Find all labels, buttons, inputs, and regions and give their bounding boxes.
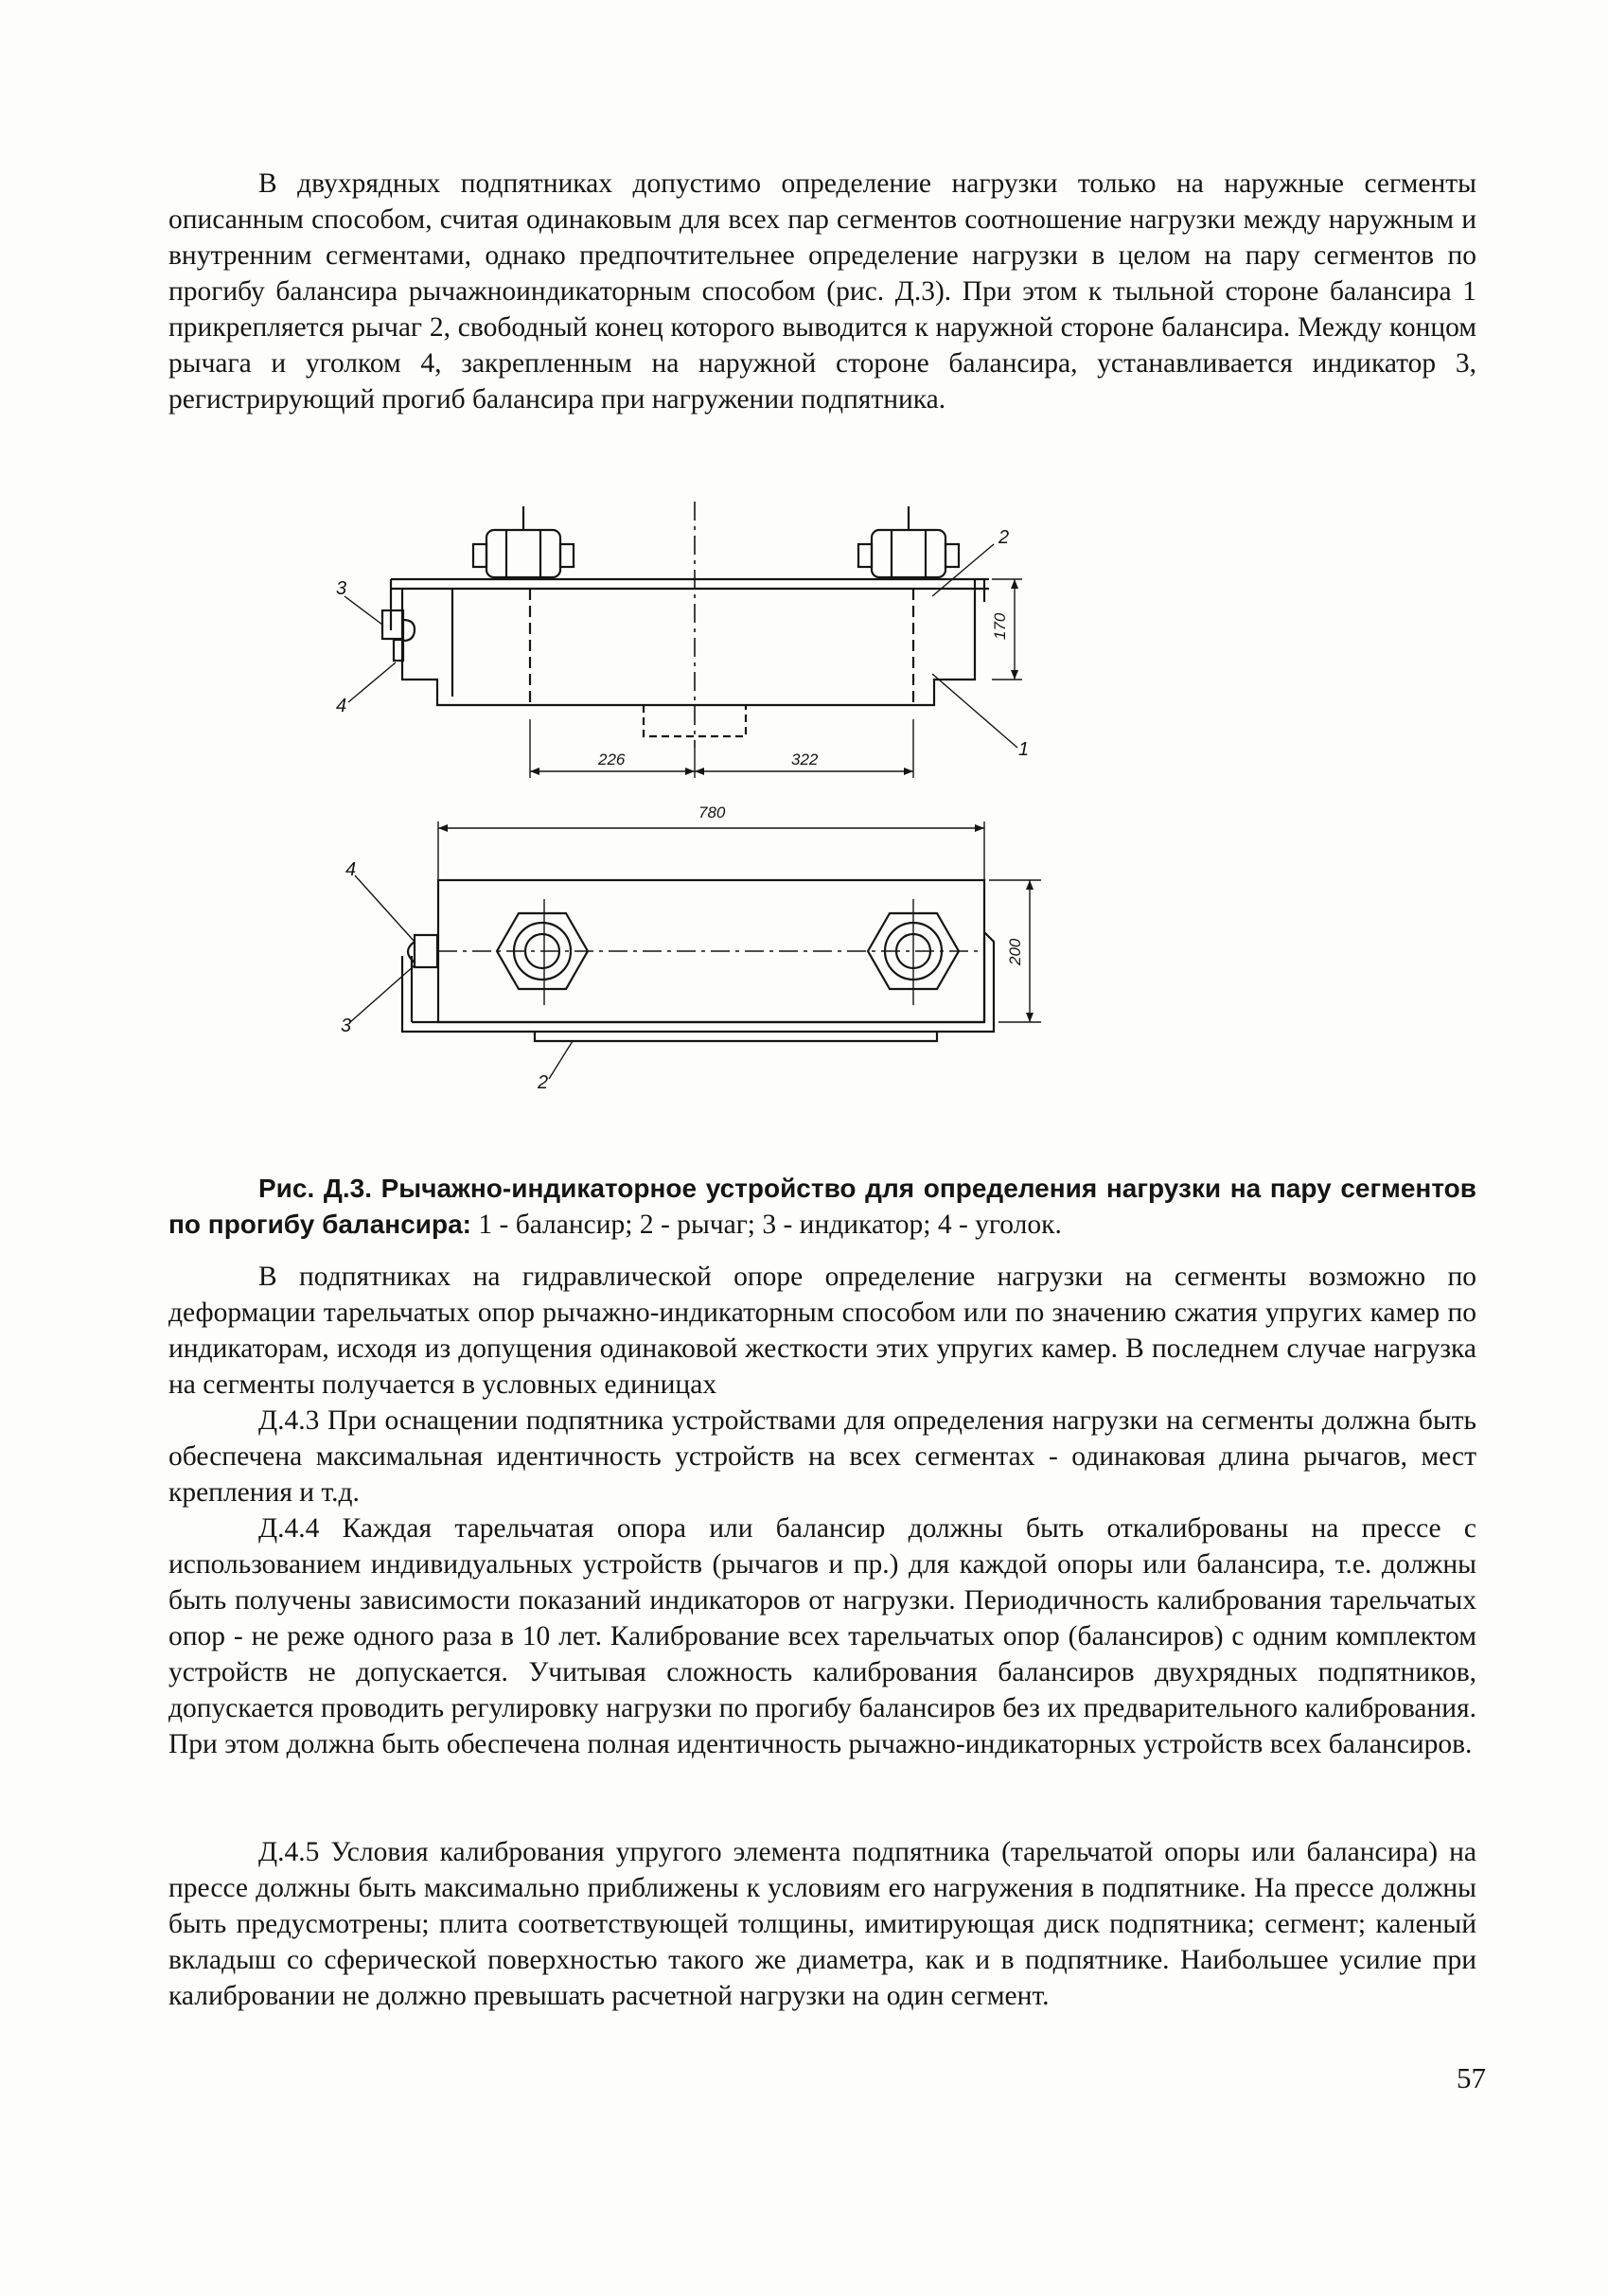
- page-number: 57: [1457, 2061, 1486, 2094]
- bolt-right: [858, 506, 959, 577]
- caption-legend: 1 - балансир; 2 - рычаг; 3 - индикатор; 4 - уголок.: [471, 1210, 1062, 1240]
- caption-title: Рис. Д.3. Рычажно-индикаторное устройство для определения нагрузки на пару сегментов по прогибу балансира:: [168, 1174, 1476, 1239]
- dim-780: 780: [698, 804, 726, 821]
- callout-3-top: 3: [336, 578, 347, 599]
- callout-1-top: 1: [1018, 739, 1030, 760]
- callout-4-top: 4: [336, 696, 347, 716]
- paragraph-d44: Д.4.4 Каждая тарельчатая опора или балансир должны быть откалиброваны на прессе с использованием индивидуальных устройств (рычагов и пр.) для каждой опоры или балансира, т.е. должны быть получены зависимости показаний индикаторов от нагрузки. Периодичность калибрования тарельчатых опор - не реже одного раза в 10 лет. Калибрование всех тарельчатых опор (балансиров) с одним комплектом устройств не допускается. Учитывая сложность калибрования балансиров двухрядных подпятников, допускается проводить регулировку нагрузки по прогибу балансиров без их предварительного калибрования. При этом должна быть обеспечена полная идентичность рычажно-индикаторных устройств всех балансиров.: [168, 1513, 1476, 1759]
- dim-200: 200: [1006, 938, 1024, 965]
- paragraph-d45: Д.4.5 Условия калибрования упругого элемента подпятника (тарельчатой опоры или балансира) на прессе должны быть максимально приближены к условиям его нагружения в подпятнике. На прессе должны быть предусмотрены; плита соответствующей толщины, имитирующая диск подпятника; сегмент; каленый вкладыш со сферической поверхностью такого же диаметра, как и в подпятнике. Наибольшее усилие при калибровании не должно превышать расчетной нагрузки на один сегмент.: [168, 1837, 1476, 2011]
- callout-4-bottom: 4: [345, 859, 357, 880]
- callout-3-bottom: 3: [341, 1016, 352, 1036]
- bolt-left: [473, 506, 574, 577]
- paragraph-d43: Д.4.3 При оснащении подпятника устройствами для определения нагрузки на сегменты должна быть обеспечена максимальная идентичность устройств на всех сегментах - одинаковая длина рычагов, мест крепления и т.д.: [168, 1405, 1476, 1508]
- paragraph-intro: В двухрядных подпятниках допустимо определение нагрузки только на наружные сегменты описанным способом, считая одинаковым для всех пар сегментов соотношение нагрузки между наружным и внутренним сегментами, однако предпочтительнее определение нагрузки в целом на пару сегментов по прогибу балансира рычажноиндикаторным способом (рис. Д.3). При этом к тыльной стороне балансира 1 прикрепляется рычаг 2, свободный конец которого выводится к наружной стороне балансира. Между концом рычага и уголком 4, закрепленным на наружной стороне балансира, устанавливается индикатор 3, регистрирующий прогиб балансира при нагружении подпятника.: [168, 168, 1476, 415]
- dim-322: 322: [791, 751, 819, 768]
- callout-2-top: 2: [998, 527, 1010, 548]
- dim-226: 226: [598, 751, 626, 768]
- figure-caption: [168, 1171, 1476, 1243]
- paragraph-hydraulic: В подпятниках на гидравлической опоре определение нагрузки на сегменты возможно по деформации тарельчатых опор рычажно-индикаторным способом или по значению сжатия упругих камер по индикаторам, исходя из допущения одинаковой жесткости этих упругих камер. В последнем случае нагрузка на сегменты получается в условных единицах: [168, 1262, 1476, 1400]
- callout-2-bottom: 2: [538, 1072, 549, 1093]
- dim-170: 170: [991, 612, 1009, 640]
